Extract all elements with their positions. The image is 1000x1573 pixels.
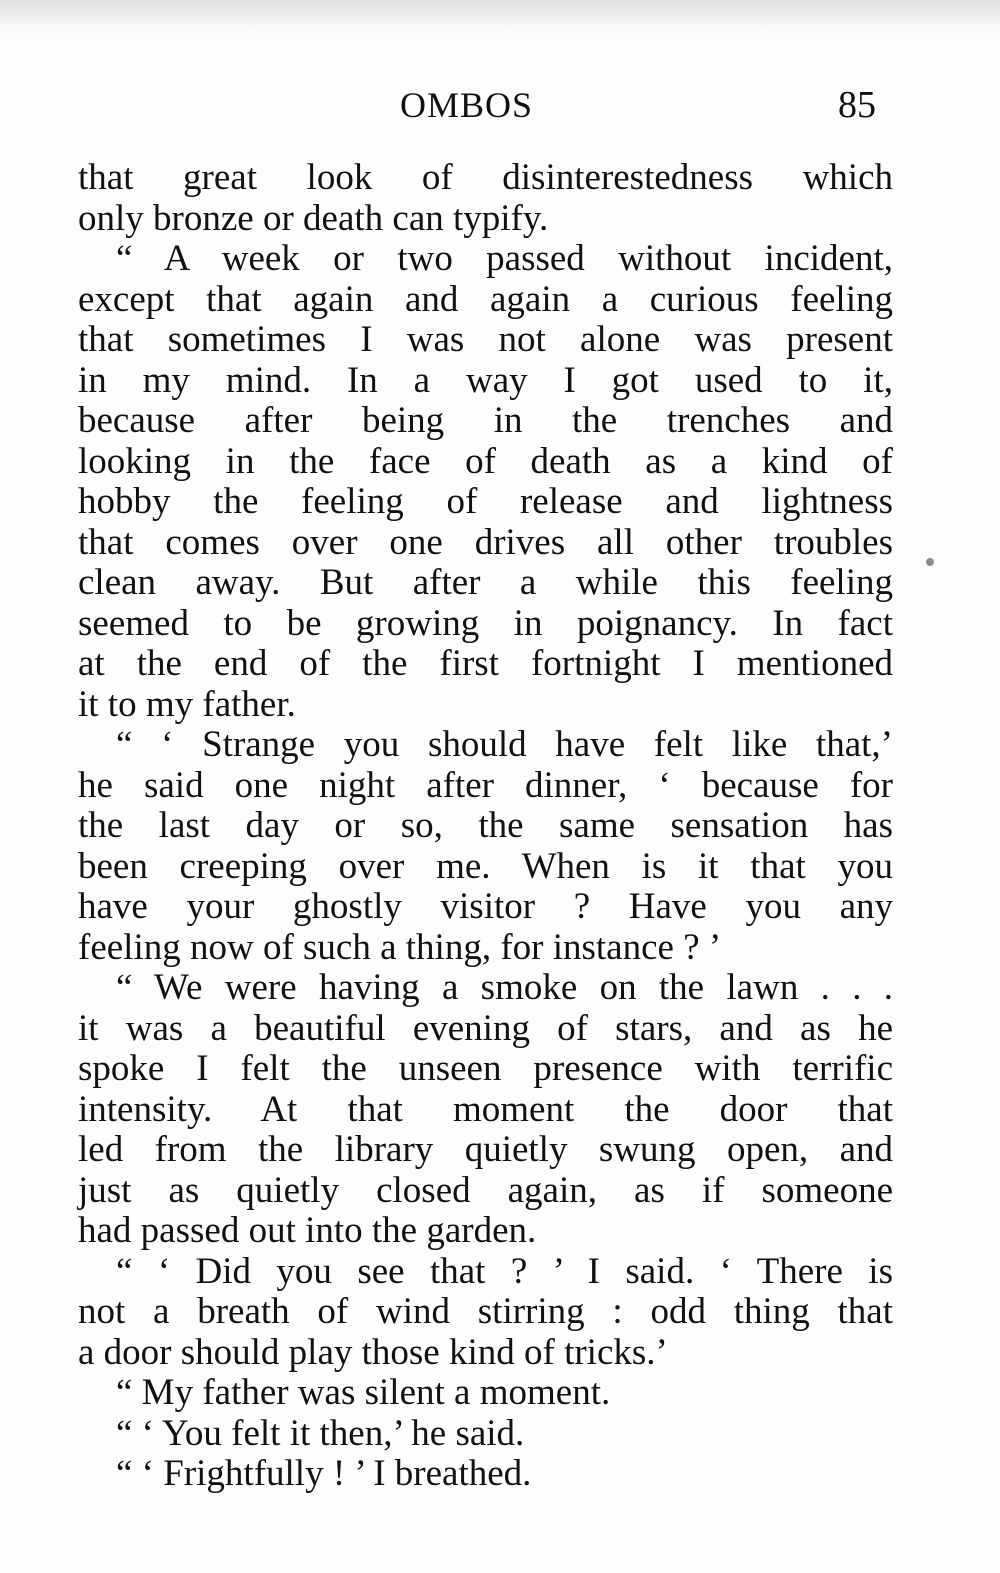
ink-speck [926,558,934,566]
text-line: the last day or so, the same sensation has [78,805,893,846]
text-line: that comes over one drives all other troubles [78,521,893,563]
text-line: “ A week or two passed without incident, [116,238,893,279]
text-line: he said one night after dinner, ‘ because for [78,764,893,806]
text-line: “ ‘ You felt it then,’ he said. [116,1412,525,1454]
text-line: except that again and again a curious feeling [78,278,893,320]
text-line: that sometimes I was not alone was present [78,319,893,360]
text-line: “ ‘ Strange you should have felt like that,’ [116,724,893,765]
text-line: been creeping over me. When is it that you [78,845,893,887]
text-line: “ ‘ Frightfully ! ’ I breathed. [116,1453,532,1494]
text-line: “ We were having a smoke on the lawn . . . [116,967,893,1008]
text-line: have your ghostly visitor ? Have you any [78,886,893,927]
text-line: a door should play those kind of tricks.’ [78,1331,668,1373]
text-line: spoke I felt the unseen presence with terrific [78,1048,893,1089]
text-line: hobby the feeling of release and lightness [78,481,893,522]
text-line: only bronze or death can typify. [78,197,549,239]
text-line: “ ‘ Did you see that ? ’ I said. ‘ There is [116,1250,893,1292]
text-line: not a breath of wind stirring : odd thing that [78,1291,893,1332]
text-line: feeling now of such a thing, for instance ? ’ [78,926,722,968]
text-line: intensity. At that moment the door that [78,1088,893,1130]
page-number: 85 [838,84,876,126]
text-line: seemed to be growing in poignancy. In fact [78,602,893,644]
text-line: it was a beautiful evening of stars, and as he [78,1007,893,1049]
text-line: because after being in the trenches and [78,400,893,441]
running-header [0,80,1000,130]
page-edge-smudge [0,0,1000,42]
text-line: that great look of disinterestedness which [78,157,893,198]
text-line: led from the library quietly swung open, and [78,1129,893,1170]
text-line: looking in the face of death as a kind of [78,440,893,482]
text-line: in my mind. In a way I got used to it, [78,359,893,401]
text-line: just as quietly closed again, as if someone [78,1169,893,1211]
text-line: at the end of the first fortnight I mentioned [78,643,893,684]
text-line: had passed out into the garden. [78,1210,537,1251]
text-line: it to my father. [78,683,296,725]
text-line: “ My father was silent a moment. [116,1372,611,1413]
running-title: OMBOS [400,85,534,125]
text-line: clean away. But after a while this feeling [78,562,893,603]
body-text [78,158,893,1495]
